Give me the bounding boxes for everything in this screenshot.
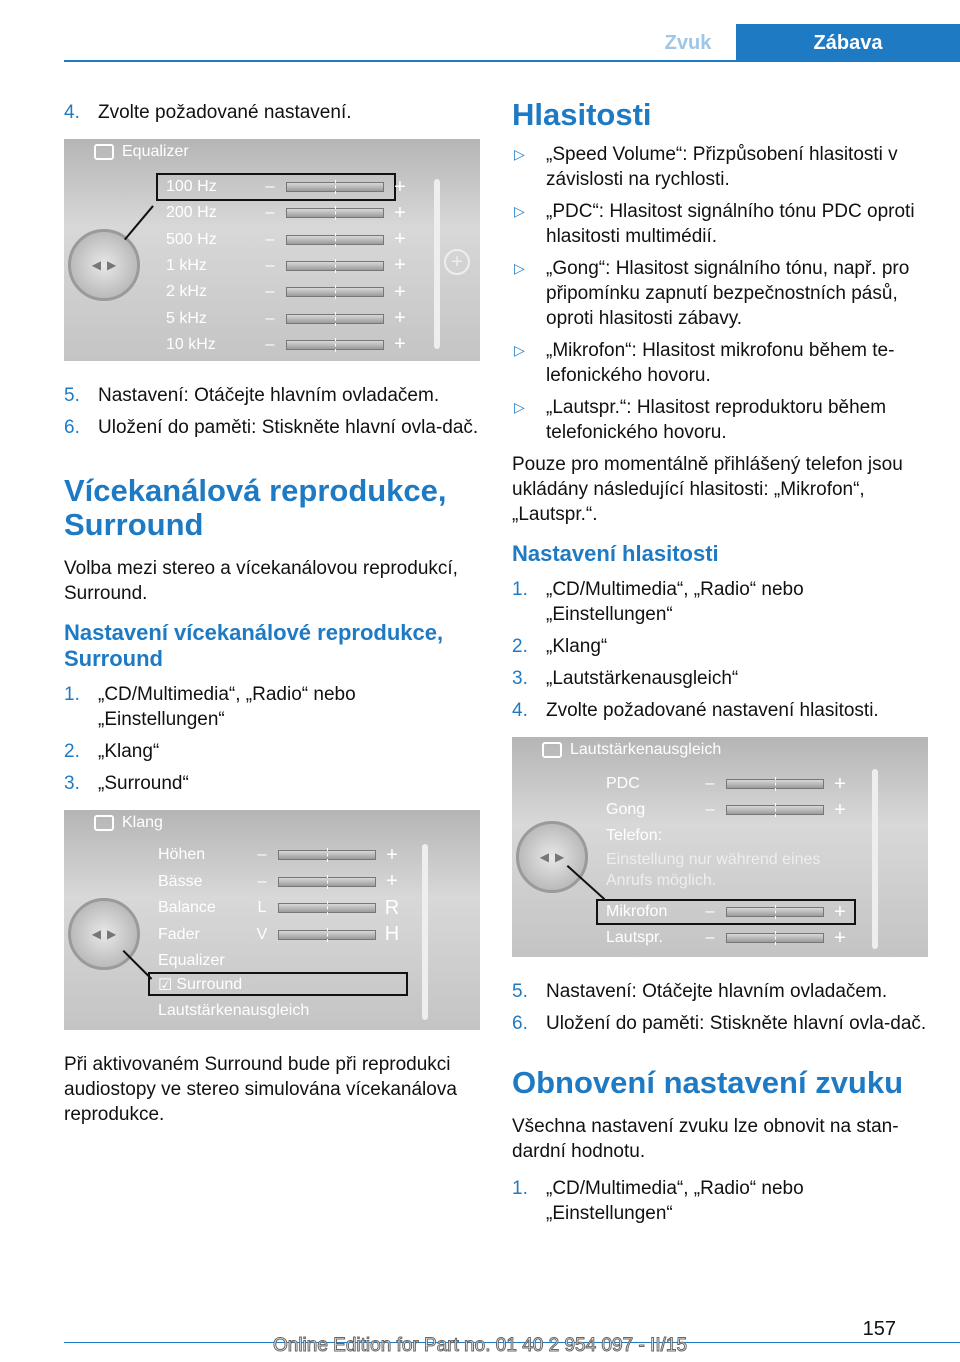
level-bar xyxy=(278,930,376,940)
bullet-list xyxy=(512,142,928,445)
row-label: 500 Hz xyxy=(166,230,217,248)
plus-icon: + xyxy=(834,900,846,923)
menu-item-equalizer xyxy=(158,948,225,974)
step-text: Nastavení: Otáčejte hlavním ovladačem. xyxy=(98,385,440,406)
slider-row xyxy=(158,895,400,921)
slider-row xyxy=(158,842,400,868)
minus-icon: – xyxy=(257,846,267,863)
row-label: Lautspr. xyxy=(606,929,663,946)
slider-row xyxy=(158,922,400,948)
slider-row xyxy=(166,332,408,358)
bullet-item xyxy=(512,338,928,388)
scrollbar xyxy=(422,844,428,1020)
step-item xyxy=(64,771,480,796)
controller-knob-icon: ◀ ▶ xyxy=(516,821,588,893)
left-column xyxy=(64,100,480,1135)
step-number: 6. xyxy=(64,417,80,438)
scrollbar xyxy=(872,769,878,949)
bullet-item xyxy=(512,395,928,445)
row-label: Balance xyxy=(158,899,216,916)
level-bar xyxy=(286,182,384,192)
tone-icon xyxy=(94,144,114,160)
bullet-arrow-icon: ▷ xyxy=(514,342,525,358)
plus-icon: + xyxy=(386,843,398,866)
slider-row xyxy=(158,869,400,895)
plus-icon: + xyxy=(394,175,406,198)
controller-knob-icon: ◀ ▶ xyxy=(68,898,140,970)
level-bar xyxy=(726,933,824,943)
step-item xyxy=(64,739,480,764)
step-number: 2. xyxy=(512,636,528,657)
slider-row xyxy=(166,279,408,305)
menu-item-lautstaerke xyxy=(158,998,309,1024)
step-item xyxy=(64,383,480,408)
right-column xyxy=(512,98,928,1233)
volume-paragraph: Pouze pro momentálně přihlášený telefon jsou ukládány následující hlasitosti: „Mikrofon“, „Lautspr.“. xyxy=(512,454,903,525)
step-item xyxy=(64,682,480,732)
header-rule xyxy=(64,60,960,62)
step-item xyxy=(512,979,928,1004)
screen-title-text: Lautstärkenausgleich xyxy=(570,741,722,758)
step-text: „Klang“ xyxy=(98,741,160,762)
subsection-title: Nastavení hlasitosti xyxy=(512,541,719,566)
screen-title xyxy=(94,143,189,161)
level-bar xyxy=(726,805,824,815)
step-number: 1. xyxy=(64,684,80,705)
level-bar xyxy=(278,850,376,860)
scrollbar xyxy=(434,179,440,349)
level-bar xyxy=(278,877,376,887)
section-title-surround: Vícekanálová reprodukce, Surround xyxy=(64,473,447,542)
plus-circle-icon: + xyxy=(444,249,470,275)
row-label: 200 Hz xyxy=(166,204,217,222)
bullet-arrow-icon: ▷ xyxy=(514,399,525,415)
volume-screenshot xyxy=(512,737,928,957)
section-title-obnoveni: Obnovení nastavení zvuku xyxy=(512,1065,904,1100)
minus-icon: – xyxy=(705,929,715,946)
minus-icon: – xyxy=(265,204,275,222)
minus-icon: – xyxy=(265,335,275,353)
screen-title xyxy=(542,741,721,759)
step-number: 4. xyxy=(512,700,528,721)
closing-paragraph: Při aktivovaném Surround bude při reprodukci audiostopy ve stereo simulována vícekanálova reprodukce. xyxy=(64,1054,457,1125)
step-item xyxy=(512,1176,928,1226)
minus-icon: – xyxy=(265,230,275,248)
row-telefon xyxy=(606,823,662,849)
leader-line xyxy=(124,205,154,240)
bullet-text: „PDC“: Hlasitost signálního tónu PDC oproti hlasitosti multimédií. xyxy=(546,201,915,247)
minus-icon: – xyxy=(705,801,715,818)
minus-icon: – xyxy=(265,283,275,301)
step-text: „CD/Multimedia“, „Radio“ nebo „Einstellungen“ xyxy=(546,1178,804,1224)
row-lautspr xyxy=(606,925,848,951)
minus-icon: – xyxy=(705,775,715,792)
plus-icon: + xyxy=(394,228,406,251)
bullet-text: „Gong“: Hlasitost signálního tónu, např. pro připomínku zapnutí bezpečnostních pásů, oproti hlasitosti zábavy. xyxy=(546,258,910,329)
row-label: Fader xyxy=(158,925,200,943)
plus-icon: + xyxy=(394,333,406,356)
level-bar xyxy=(726,779,824,789)
plus-icon: + xyxy=(394,307,406,329)
row-gong xyxy=(606,797,848,823)
level-bar xyxy=(286,314,384,324)
step-text: „Surround“ xyxy=(98,773,189,794)
plus-icon: + xyxy=(394,280,406,303)
plus-icon: + xyxy=(834,772,846,795)
plus-icon: H xyxy=(384,923,400,945)
step-item xyxy=(64,100,480,125)
bullet-arrow-icon: ▷ xyxy=(514,203,525,219)
step-number: 5. xyxy=(64,385,80,406)
step-item xyxy=(512,634,928,659)
row-label: Gong xyxy=(606,801,646,818)
bullet-item xyxy=(512,256,928,331)
step-number: 5. xyxy=(512,981,528,1002)
section-title-hlasitosti: Hlasitosti xyxy=(512,97,652,132)
slider-row xyxy=(166,306,408,332)
plus-icon: R xyxy=(384,896,400,919)
plus-icon: + xyxy=(394,201,406,224)
equalizer-screenshot xyxy=(64,139,480,361)
step-text: Nastavení: Otáčejte hlavním ovladačem. xyxy=(546,981,888,1002)
bullet-text: „Speed Volume“: Přizpůsobení hlasitosti v závislosti na rychlosti. xyxy=(546,144,898,190)
step-text: Uložení do paměti: Stiskněte hlavní ovla‐dač. xyxy=(98,417,479,438)
step-number: 6. xyxy=(512,1013,528,1034)
footer-edition: Online Edition for Part no. 01 40 2 954 097 - II/15 xyxy=(272,1335,688,1356)
step-text: „Lautstärkenausgleich“ xyxy=(546,668,739,689)
step-item xyxy=(512,577,928,627)
header-tab-zabava: Zábava xyxy=(736,24,960,62)
step-text: Zvolte požadované nastavení. xyxy=(98,102,352,123)
step-item xyxy=(512,698,928,723)
step-text: Uložení do paměti: Stiskněte hlavní ovla‐dač. xyxy=(546,1013,927,1034)
plus-icon: + xyxy=(386,870,398,892)
level-bar xyxy=(286,208,384,218)
step-number: 1. xyxy=(512,1178,528,1199)
menu-item-label: Lautstärkenausgleich xyxy=(158,1002,310,1019)
row-label: 100 Hz xyxy=(166,178,217,195)
step-item xyxy=(512,1011,928,1036)
header-tab-zvuk: Zvuk xyxy=(664,32,712,54)
section-intro: Všechna nastavení zvuku lze obnovit na stan‐dardní hodnotu. xyxy=(512,1116,899,1162)
row-label: 2 kHz xyxy=(166,283,207,301)
row-label: 5 kHz xyxy=(166,309,207,327)
row-label: Bässe xyxy=(158,872,203,890)
step-number: 3. xyxy=(512,668,528,689)
plus-icon: + xyxy=(834,926,846,949)
subsection-title: Nastavení vícekanálové reprodukce, Surround xyxy=(64,620,444,671)
bullet-text: „Mikrofon“: Hlasitost mikrofonu během te‐lefonického hovoru. xyxy=(546,340,895,386)
minus-icon: V xyxy=(256,925,268,943)
level-bar xyxy=(286,287,384,297)
row-label: PDC xyxy=(606,775,640,792)
note-text: Einstellung nur während eines Anrufs möglich. xyxy=(606,851,821,889)
controller-knob-icon: ◀ ▶ xyxy=(68,229,140,301)
row-label: 1 kHz xyxy=(166,256,207,274)
step-text: „CD/Multimedia“, „Radio“ nebo „Einstellungen“ xyxy=(98,684,356,730)
bullet-arrow-icon: ▷ xyxy=(514,260,525,276)
step-number: 3. xyxy=(64,773,80,794)
screen-title-text: Equalizer xyxy=(122,143,189,160)
step-number: 2. xyxy=(64,741,80,762)
minus-icon: – xyxy=(265,178,275,195)
selection-frame xyxy=(148,972,408,996)
step-text: „CD/Multimedia“, „Radio“ nebo „Einstellungen“ xyxy=(546,579,804,625)
row-label: Mikrofon xyxy=(606,903,668,920)
minus-icon: – xyxy=(265,309,275,327)
level-bar xyxy=(286,261,384,271)
step-number: 1. xyxy=(512,579,528,600)
level-bar xyxy=(278,903,376,913)
step-text: Zvolte požadované nastavení hlasitosti. xyxy=(546,700,879,721)
call-note xyxy=(606,849,856,893)
row-pdc xyxy=(606,771,848,797)
menu-item-label: Surround xyxy=(176,976,243,993)
klang-screenshot xyxy=(64,810,480,1030)
tone-icon xyxy=(542,742,562,758)
step-item xyxy=(512,666,928,691)
slider-row xyxy=(166,200,408,226)
slider-row xyxy=(166,253,408,279)
row-label: Telefon: xyxy=(606,827,663,844)
selection-frame xyxy=(596,899,856,925)
menu-item-label: Equalizer xyxy=(158,952,225,969)
page-number: 157 xyxy=(862,1318,896,1340)
tone-icon xyxy=(94,815,114,831)
row-label: Höhen xyxy=(158,846,206,863)
step-number: 4. xyxy=(64,102,80,123)
plus-icon: + xyxy=(834,798,846,821)
level-bar xyxy=(286,235,384,245)
screen-title-text: Klang xyxy=(122,814,163,831)
check-icon: ☑ xyxy=(158,977,173,994)
bullet-arrow-icon: ▷ xyxy=(514,146,525,162)
minus-icon: – xyxy=(257,872,267,890)
level-bar xyxy=(286,340,384,350)
minus-icon: L xyxy=(257,899,267,916)
bullet-item xyxy=(512,199,928,249)
minus-icon: – xyxy=(705,903,715,920)
step-text: „Klang“ xyxy=(546,636,608,657)
row-label: 10 kHz xyxy=(166,335,216,353)
bullet-text: „Lautspr.“: Hlasitost reproduktoru během telefonického hovoru. xyxy=(546,397,887,443)
screen-title xyxy=(94,814,163,832)
slider-row xyxy=(166,174,408,200)
slider-row xyxy=(166,227,408,253)
plus-icon: + xyxy=(394,254,406,277)
section-intro: Volba mezi stereo a vícekanálovou reprodukcí, Surround. xyxy=(64,558,458,604)
minus-icon: – xyxy=(265,256,275,274)
bullet-item xyxy=(512,142,928,192)
step-item xyxy=(64,415,480,440)
